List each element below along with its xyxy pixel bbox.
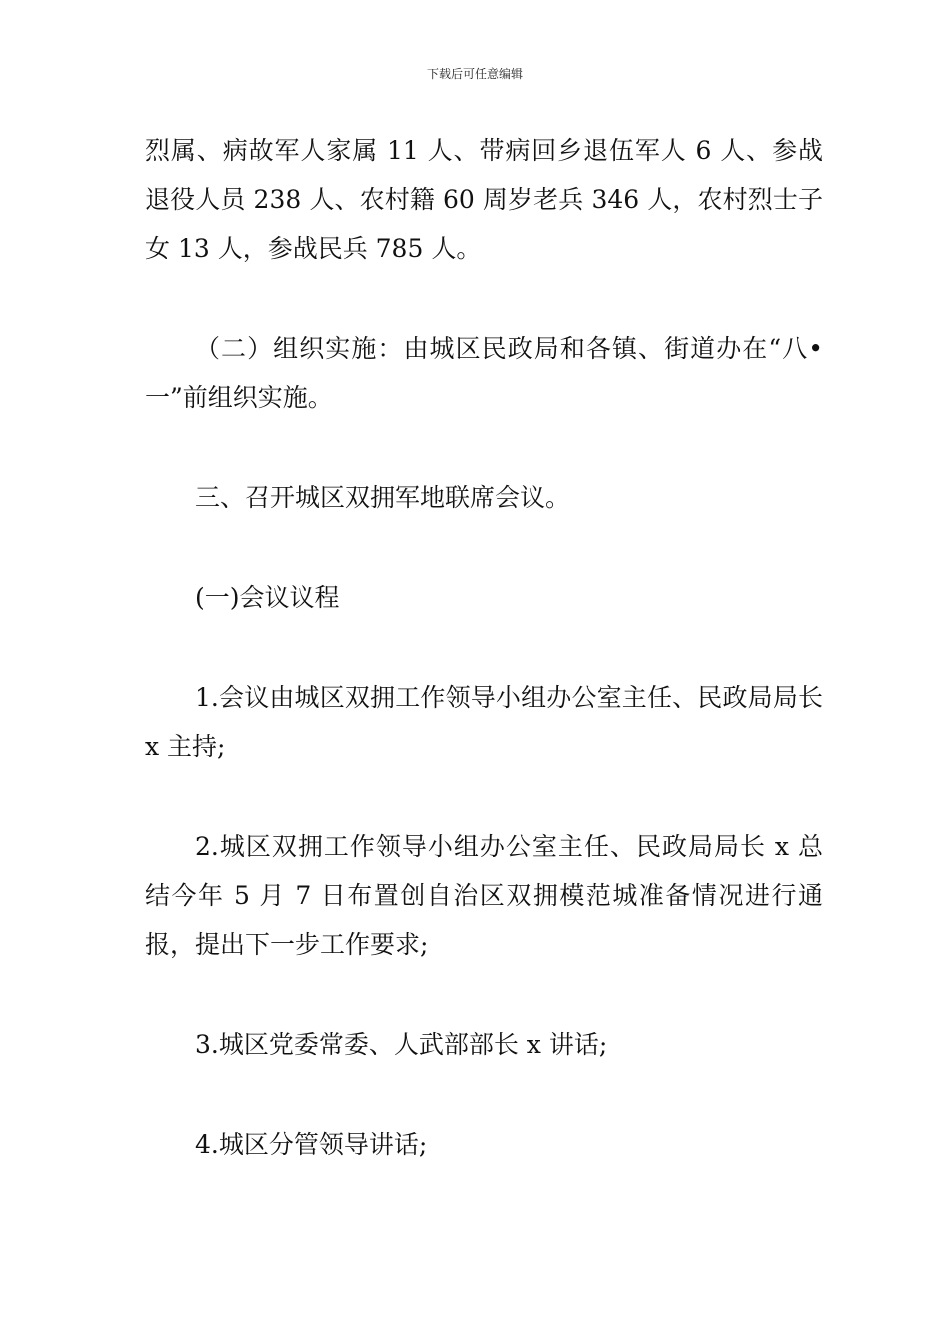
document-body	[145, 126, 823, 1169]
agenda-item-3: 3.城区党委常委、人武部部长 x 讲话;	[195, 1030, 608, 1059]
paragraph-organization: （二）组织实施：由城区民政局和各镇、街道办在“八•一”前组织实施。	[145, 334, 823, 412]
subheading-agenda: (一)会议议程	[195, 583, 340, 612]
agenda-item-2: 2.城区双拥工作领导小组办公室主任、民政局局长 x 总结今年 5 月 7 日布置创自治区双拥模范城准备情况进行通报，提出下一步工作要求;	[145, 832, 823, 959]
agenda-item-1: 1.会议由城区双拥工作领导小组办公室主任、民政局局长 x 主持;	[145, 683, 823, 761]
paragraph-statistics: 烈属、病故军人家属 11 人、带病回乡退伍军人 6 人、参战退役人员 238 人、农村籍 60 周岁老兵 346 人，农村烈士子女 13 人，参战民兵 785 人。	[145, 136, 823, 263]
section-heading-meeting: 三、召开城区双拥军地联席会议。	[195, 483, 571, 512]
page-header: 下载后可任意编辑	[426, 67, 523, 81]
agenda-item-4: 4.城区分管领导讲话;	[195, 1130, 428, 1159]
